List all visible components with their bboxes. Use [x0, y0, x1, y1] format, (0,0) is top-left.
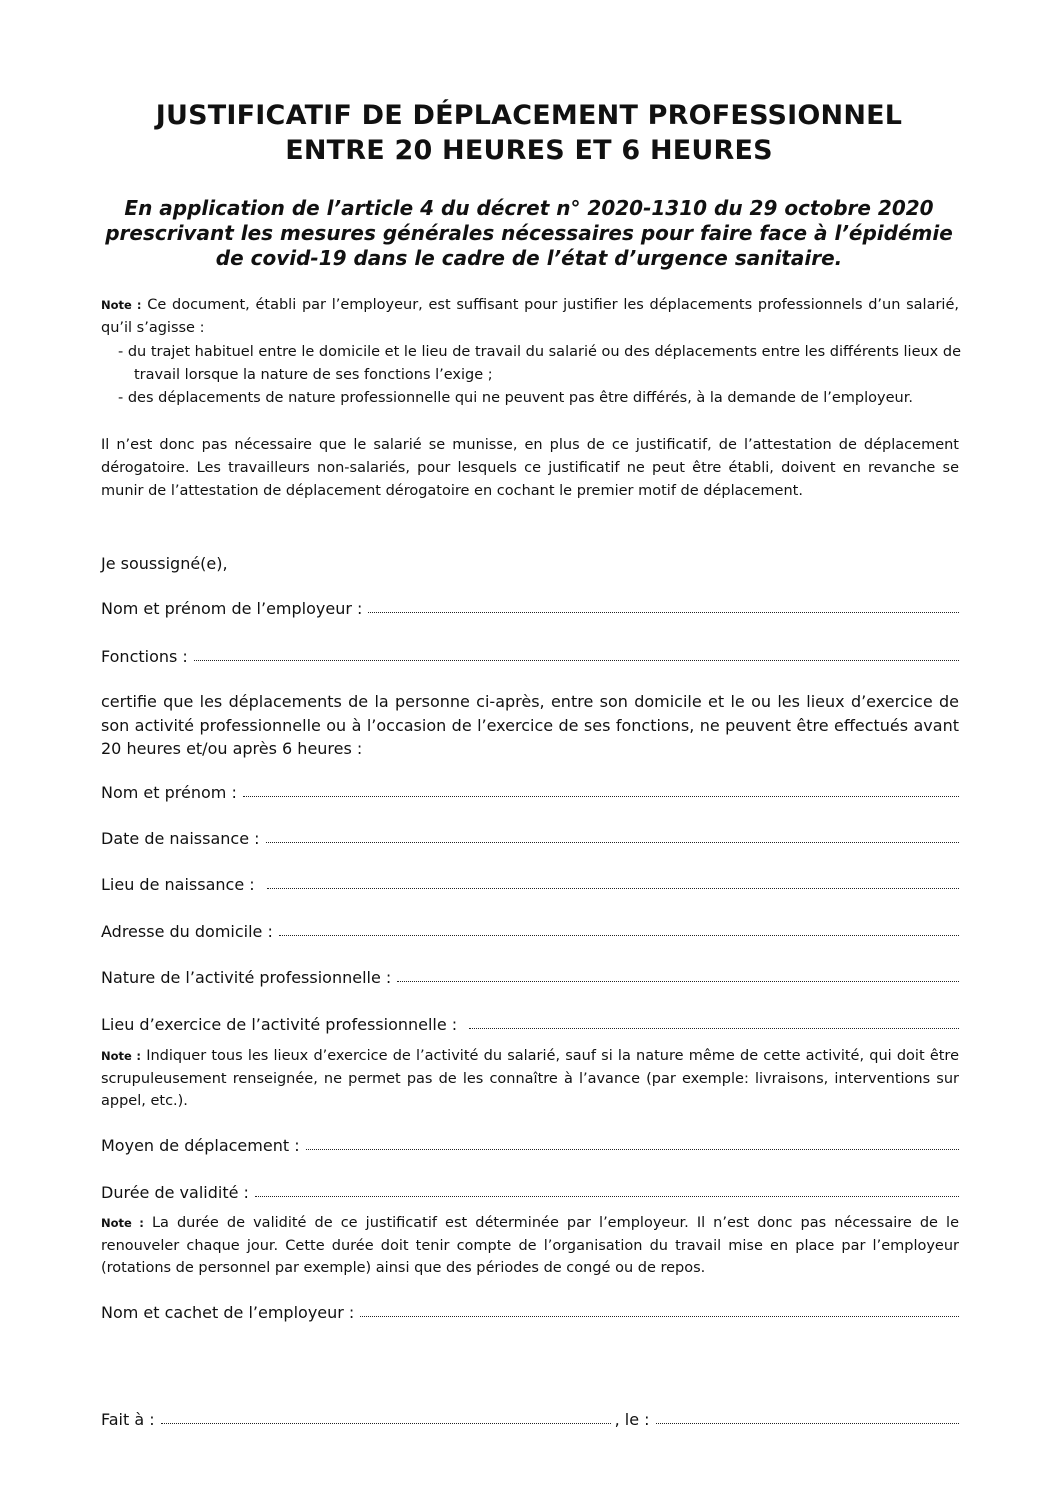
- fill-line[interactable]: [255, 1196, 959, 1197]
- fait-a-label: Fait à :: [101, 1410, 155, 1429]
- note-label: Note :: [101, 1216, 144, 1230]
- bullet-item: - des déplacements de nature professionnelle qui ne peuvent pas être différés, à la demande de l’employeur.: [118, 390, 913, 406]
- soussigne-text: Je soussigné(e),: [101, 554, 228, 573]
- workplace-note-text: Indiquer tous les lieux d’exercice de l’activité du salarié, sauf si la nature même de cette activité, qui doit être scrupuleusement renseignée, ne permet pas de les connaître à l’avance (par exemple: livraisons, interventions sur appel, etc.).: [101, 1048, 959, 1109]
- fill-line[interactable]: [194, 660, 959, 661]
- fill-line[interactable]: [368, 612, 959, 613]
- date-label: , le :: [614, 1410, 650, 1429]
- subtitle-line-1: En application de l’article 4 du décret n° 2020-1310 du 29 octobre 2020: [124, 196, 934, 220]
- workplace-field[interactable]: [101, 1010, 959, 1034]
- certification-text: certifie que les déplacements de la personne ci-après, entre son domicile et le ou les lieux d’exercice de son activité professionnelle ou à l’occasion de l’exercice de ses fonctions, ne peuvent être effectués avant 20 heures et/ou après 6 heures :: [101, 692, 959, 758]
- title-line-2: ENTRE 20 HEURES ET 6 HEURES: [285, 135, 773, 166]
- workplace-note: [101, 1045, 959, 1113]
- field-label: Nom et cachet de l’employeur :: [101, 1303, 355, 1322]
- bullet-item: - du trajet habituel entre le domicile et le lieu de travail du salarié ou des déplacements entre les différents lieux de travail lorsque la nature de ses fonctions l’exige ;: [118, 344, 961, 383]
- field-label: Fonctions :: [101, 647, 188, 666]
- birth-place-field[interactable]: [101, 870, 959, 894]
- field-label: Durée de validité :: [101, 1183, 249, 1202]
- subtitle-line-2: prescrivant les mesures générales nécessaires pour faire face à l’épidémie: [105, 221, 953, 245]
- field-label: Lieu de naissance :: [101, 875, 255, 894]
- validity-field[interactable]: [101, 1178, 959, 1202]
- fill-line[interactable]: [469, 1028, 959, 1029]
- field-label: Lieu d’exercice de l’activité professionnelle :: [101, 1015, 458, 1034]
- info-paragraph: Il n’est donc pas nécessaire que le salarié se munisse, en plus de ce justificatif, de l’attestation de déplacement dérogatoire. Les travailleurs non-salariés, pour lesquels ce justificatif ne peut être établi, doivent en revanche se munir de l’attestation de déplacement dérogatoire en cochant le premier motif de déplacement.: [101, 437, 959, 499]
- employee-name-field[interactable]: [101, 778, 959, 802]
- fill-line[interactable]: [397, 981, 959, 982]
- birth-date-field[interactable]: [101, 824, 959, 848]
- fill-line[interactable]: [243, 796, 959, 797]
- place-fill-line[interactable]: [161, 1423, 611, 1424]
- signature-place-date[interactable]: [101, 1405, 959, 1429]
- field-label: Moyen de déplacement :: [101, 1136, 300, 1155]
- note-label: Note :: [101, 1049, 141, 1063]
- field-label: Date de naissance :: [101, 829, 260, 848]
- title-line-1: JUSTIFICATIF DE DÉPLACEMENT PROFESSIONNEL: [155, 100, 903, 131]
- field-label: Nature de l’activité professionnelle :: [101, 968, 392, 987]
- validity-note-text: La durée de validité de ce justificatif est déterminée par l’employeur. Il n’est donc pas nécessaire de le renouveler chaque jour. Cette durée doit tenir compte de l’organisation du travail mise en place par l’employeur (rotations de personnel par exemple) ainsi que des périodes de congé ou de repos.: [101, 1215, 959, 1276]
- field-label: Nom et prénom de l’employeur :: [101, 599, 363, 618]
- note-label: Note :: [101, 298, 142, 312]
- employer-name-field[interactable]: [101, 594, 959, 618]
- validity-note: [101, 1212, 959, 1280]
- date-fill-line[interactable]: [656, 1423, 959, 1424]
- note-intro-text: Ce document, établi par l’employeur, est suffisant pour justifier les déplacements professionnels d’un salarié, qu’il s’agisse :: [101, 297, 959, 336]
- fill-line[interactable]: [306, 1149, 959, 1150]
- functions-field[interactable]: [101, 642, 959, 666]
- fill-line[interactable]: [360, 1316, 959, 1317]
- fill-line[interactable]: [266, 842, 959, 843]
- subtitle-line-3: de covid-19 dans le cadre de l’état d’urgence sanitaire.: [215, 246, 843, 270]
- activity-field[interactable]: [101, 963, 959, 987]
- transport-field[interactable]: [101, 1131, 959, 1155]
- employer-stamp-field[interactable]: [101, 1298, 959, 1322]
- note-intro: [101, 294, 959, 339]
- field-label: Nom et prénom :: [101, 783, 237, 802]
- fill-line[interactable]: [267, 888, 959, 889]
- address-field[interactable]: [101, 917, 959, 941]
- field-label: Adresse du domicile :: [101, 922, 273, 941]
- fill-line[interactable]: [279, 935, 959, 936]
